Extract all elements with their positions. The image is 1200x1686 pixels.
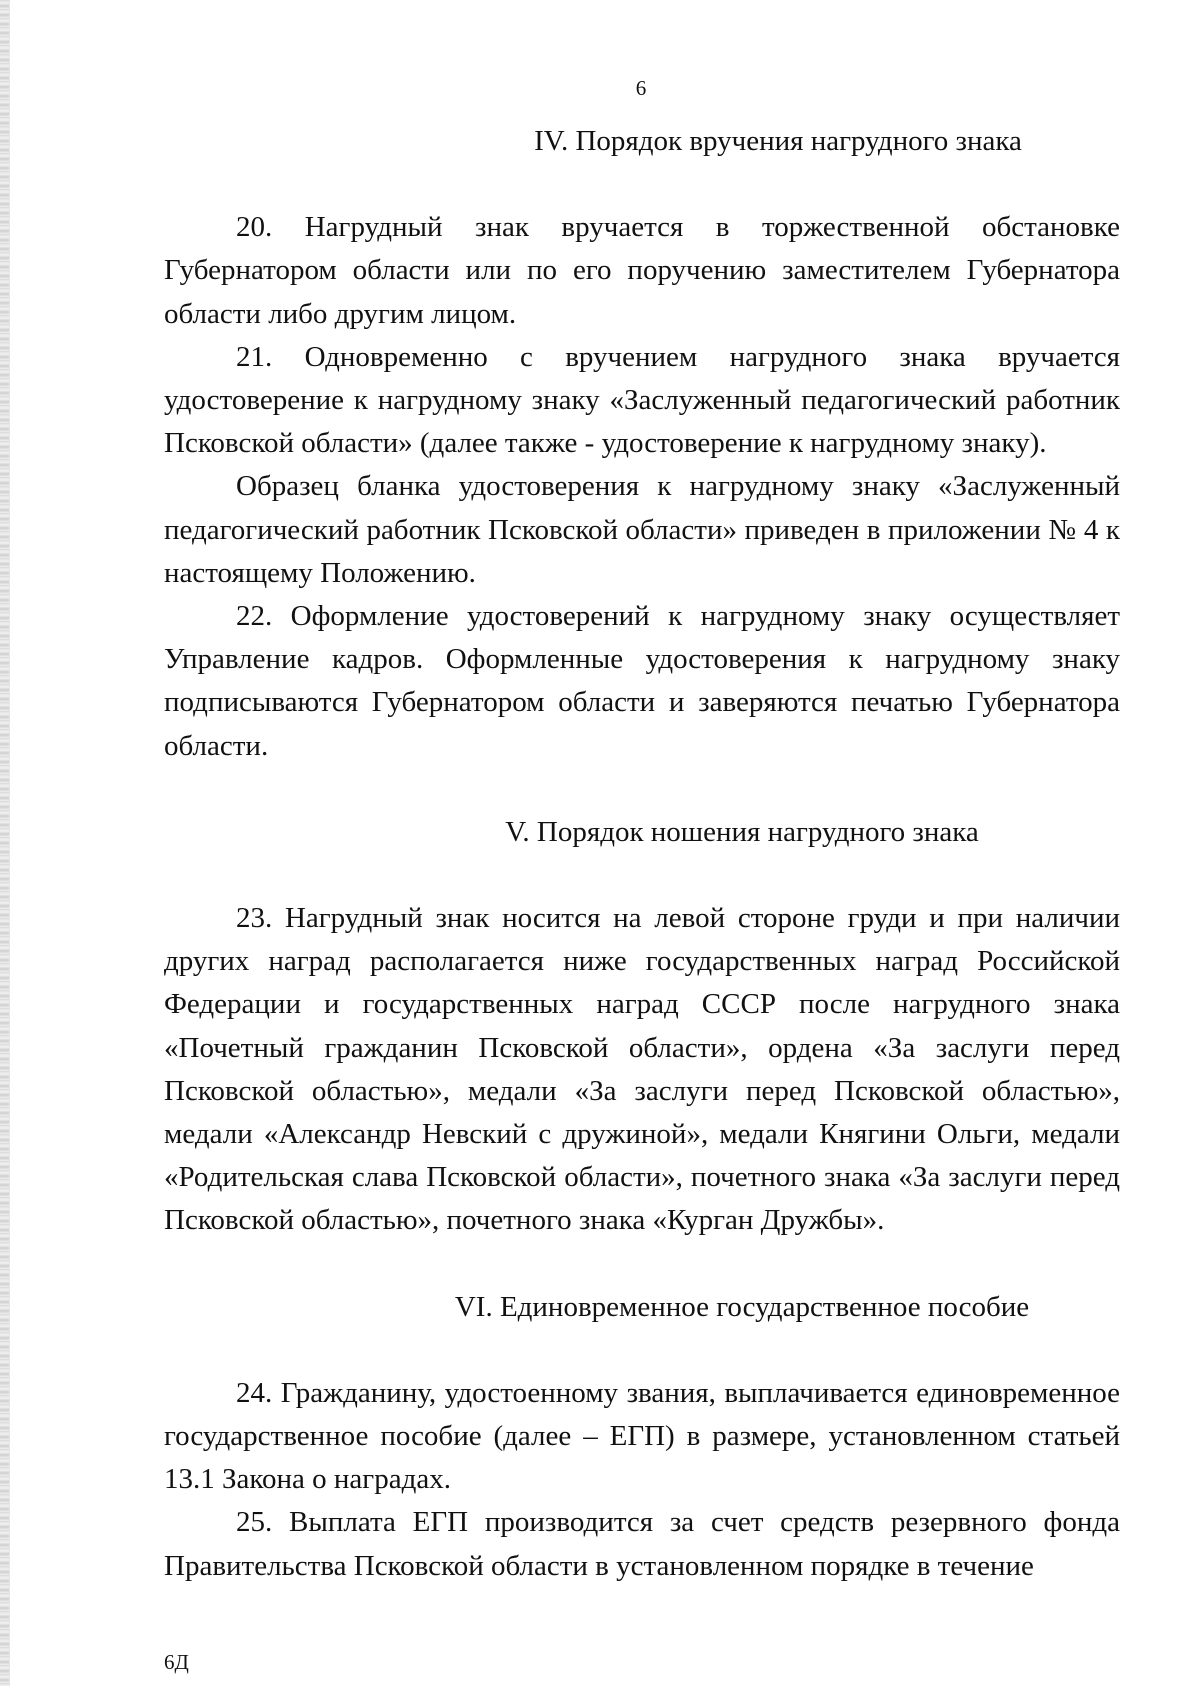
paragraph: 23. Нагрудный знак носится на левой стороне груди и при наличии других наград располагается ниже государственных наград Российской Федерации и государственных наград СССР после нагрудного знака «Почетный гражданин Псковской области», ордена «За заслуги перед Псковской областью», медали «За заслуги перед Псковской областью», медали «Александр Невский с дружиной», медали Княгини Ольги, медали «Родительская слава Псковской области», почетного знака «За заслуги перед Псковской областью», почетного знака «Курган Дружбы». (164, 902, 1120, 1237)
paragraph: 24. Гражданину, удостоенному звания, выплачивается единовременное государственное пособие (далее – ЕГП) в размере, установленном статьей 13.1 Закона о наградах. (164, 1376, 1120, 1496)
paragraph: 21. Одновременно с вручением нагрудного знака вручается удостоверение к нагрудному знаку «Заслуженный педагогический работник Псковской области» (далее также - удостоверение к нагрудному знаку). (164, 340, 1120, 460)
paragraph: 20. Нагрудный знак вручается в торжественной обстановке Губернатором области или по его поручению заместителем Губернатора области либо другим лицом. (164, 211, 1120, 330)
paragraph: 25. Выплата ЕГП производится за счет средств резервного фонда Правительства Псковской области в установленном порядке в течение (164, 1506, 1120, 1582)
scan-border (0, 0, 10, 1686)
paragraph: 22. Оформление удостоверений к нагрудному знаку осуществляет Управление кадров. Оформленные удостоверения к нагрудному знаку подписываются Губернатором области и заверяются печатью Губернатора области. (164, 600, 1120, 762)
page-number: 6 (635, 76, 647, 100)
paragraph: Образец бланка удостоверения к нагрудному знаку «Заслуженный педагогический работник Псковской области» приведен в приложении № 4 к настоящему Положению. (164, 470, 1120, 589)
section-heading: V. Порядок ношения нагрудного знака (505, 815, 979, 848)
document-body (164, 120, 1120, 1588)
footer-code: 6Д (164, 1650, 189, 1674)
section-heading: IV. Порядок вручения нагрудного знака (534, 125, 1022, 157)
section-heading: VI. Единовременное государственное пособие (454, 1290, 1030, 1323)
